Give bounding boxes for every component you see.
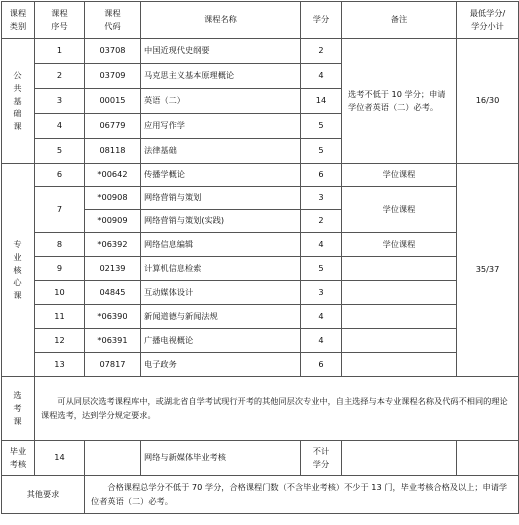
table-row [2, 305, 519, 329]
course-remark [342, 281, 457, 305]
course-seq: 7 [35, 187, 85, 233]
course-seq: 3 [35, 89, 85, 114]
course-credit: 5 [301, 139, 342, 164]
category-major: 专 业 核 心 课 [2, 164, 35, 377]
course-name: 传播学概论 [141, 164, 301, 187]
course-credit: 4 [301, 233, 342, 257]
category-elective: 选 考 课 [2, 377, 35, 441]
table-row [2, 187, 519, 210]
course-credit: 4 [301, 329, 342, 353]
table-row [2, 233, 519, 257]
course-code: 00015 [85, 89, 141, 114]
course-name: 网络信息编辑 [141, 233, 301, 257]
course-name: 应用写作学 [141, 114, 301, 139]
course-code: 03709 [85, 64, 141, 89]
table-row [2, 164, 519, 187]
course-seq: 10 [35, 281, 85, 305]
course-credit: 6 [301, 353, 342, 377]
course-credit: 4 [301, 305, 342, 329]
course-name: 网络营销与策划 [141, 187, 301, 210]
course-name: 广播电视概论 [141, 329, 301, 353]
course-remark [342, 441, 457, 476]
other-row [2, 476, 519, 514]
course-name: 互动媒体设计 [141, 281, 301, 305]
major-min-credit: 35/37 [457, 164, 519, 377]
course-remark [342, 305, 457, 329]
course-seq: 8 [35, 233, 85, 257]
course-remark: 学位课程 [342, 233, 457, 257]
category-graduation: 毕业 考核 [2, 441, 35, 476]
course-seq: 9 [35, 257, 85, 281]
course-name: 英语（二） [141, 89, 301, 114]
course-credit: 2 [301, 39, 342, 64]
header-min-credit: 最低学分/ 学分小计 [457, 2, 519, 39]
header-course-seq: 课程 序号 [35, 2, 85, 39]
course-code [85, 441, 141, 476]
course-seq: 13 [35, 353, 85, 377]
course-code: *06390 [85, 305, 141, 329]
course-seq: 1 [35, 39, 85, 64]
course-seq: 4 [35, 114, 85, 139]
course-credit: 不计 学分 [301, 441, 342, 476]
course-code: 02139 [85, 257, 141, 281]
course-code: *06391 [85, 329, 141, 353]
min-credit [457, 441, 519, 476]
course-name: 电子政务 [141, 353, 301, 377]
course-remark: 学位课程 [342, 187, 457, 233]
course-name: 马克思主义基本原理概论 [141, 64, 301, 89]
course-remark [342, 329, 457, 353]
course-credit: 2 [301, 210, 342, 233]
course-name: 新闻道德与新闻法规 [141, 305, 301, 329]
other-description: 合格课程总学分不低于 70 学分，合格课程门数（不含毕业考核）不少于 13 门，毕业考核合格及以上；申请学位者英语（二）必考。 [85, 476, 519, 514]
header-course-name: 课程名称 [141, 2, 301, 39]
header-course-type: 课程 类别 [2, 2, 35, 39]
course-name: 中国近现代史纲要 [141, 39, 301, 64]
course-remark [342, 257, 457, 281]
course-seq: 5 [35, 139, 85, 164]
header-course-code: 课程 代码 [85, 2, 141, 39]
course-seq: 6 [35, 164, 85, 187]
course-credit: 3 [301, 187, 342, 210]
course-remark: 学位课程 [342, 164, 457, 187]
course-code: *00642 [85, 164, 141, 187]
elective-row [2, 377, 519, 441]
course-code: 06779 [85, 114, 141, 139]
course-name: 网络营销与策划(实践) [141, 210, 301, 233]
header-row [2, 2, 519, 39]
table-row [2, 257, 519, 281]
category-public: 公 共 基 础 课 [2, 39, 35, 164]
course-name: 网络与新媒体毕业考核 [141, 441, 301, 476]
course-code: 07817 [85, 353, 141, 377]
course-code: *00908 [85, 187, 141, 210]
course-code: *00909 [85, 210, 141, 233]
elective-description: 可从同层次选考课程库中，或湖北省自学考试现行开考的其他同层次专业中，自主选择与本专业课程名称及代码不相同的理论课程选考，达到学分规定要求。 [35, 377, 519, 441]
table-row [2, 329, 519, 353]
course-seq: 12 [35, 329, 85, 353]
table-row [2, 353, 519, 377]
table-row [2, 281, 519, 305]
course-credit: 4 [301, 64, 342, 89]
course-seq: 14 [35, 441, 85, 476]
course-credit: 5 [301, 257, 342, 281]
course-seq: 11 [35, 305, 85, 329]
course-code: 08118 [85, 139, 141, 164]
graduation-row [2, 441, 519, 476]
public-min-credit: 16/30 [457, 39, 519, 164]
public-remark: 选考不低于 10 学分；申请学位者英语（二）必考。 [342, 39, 457, 164]
course-seq: 2 [35, 64, 85, 89]
header-credit: 学分 [301, 2, 342, 39]
curriculum-table [1, 1, 519, 514]
course-code: 04845 [85, 281, 141, 305]
course-credit: 14 [301, 89, 342, 114]
course-name: 法律基础 [141, 139, 301, 164]
course-code: *06392 [85, 233, 141, 257]
table-row [2, 39, 519, 64]
course-credit: 3 [301, 281, 342, 305]
header-remark: 备注 [342, 2, 457, 39]
course-credit: 5 [301, 114, 342, 139]
course-code: 03708 [85, 39, 141, 64]
course-name: 计算机信息检索 [141, 257, 301, 281]
course-credit: 6 [301, 164, 342, 187]
course-remark [342, 353, 457, 377]
category-other: 其他要求 [2, 476, 85, 514]
